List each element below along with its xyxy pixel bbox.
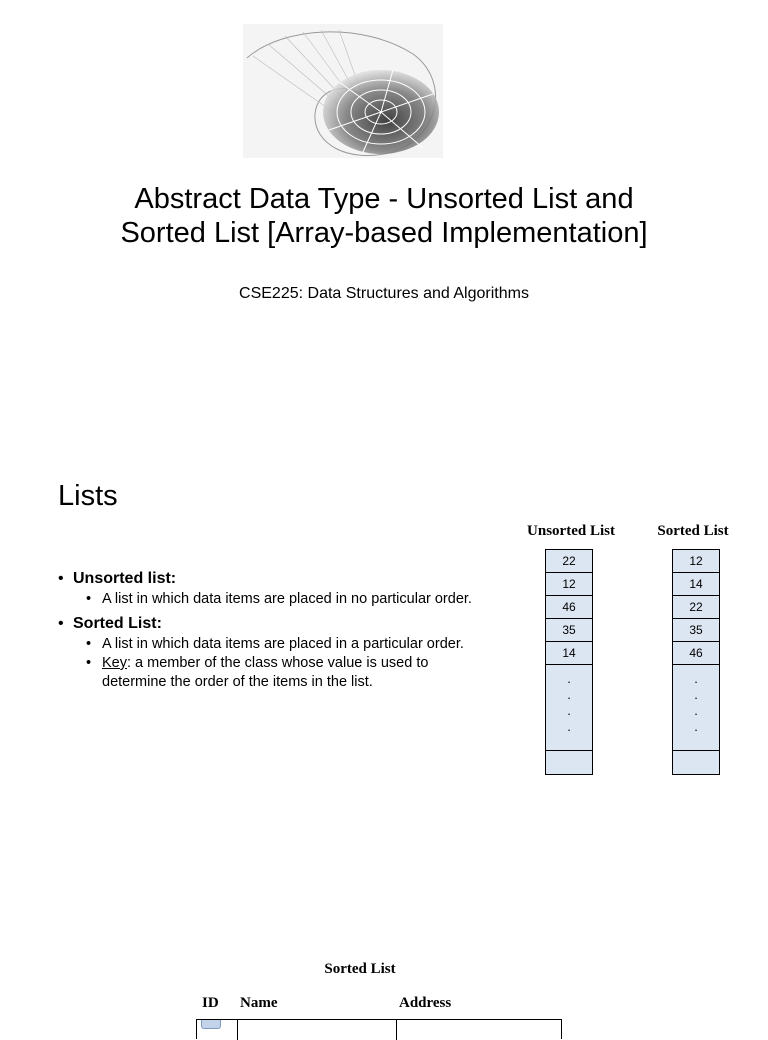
slide-subtitle: CSE225: Data Structures and Algorithms (239, 285, 529, 302)
key-term: Key (102, 655, 127, 671)
bullet-unsorted-definition: • A list in which data items are placed in no particular order. (58, 590, 528, 609)
unsorted-list-label: Unsorted List (527, 523, 615, 539)
array-cell: 35 (546, 619, 592, 642)
array-cell: 35 (673, 619, 719, 642)
key-text-line-2: determine the order of the items in the list. (102, 674, 373, 690)
nautilus-shell-image (243, 24, 443, 158)
bullet-sorted: • Sorted List: (58, 613, 528, 635)
slide-title-line-2: Sorted List [Array-based Implementation] (120, 217, 648, 249)
array-cell: 22 (546, 550, 592, 573)
header-address: Address (399, 995, 452, 1011)
array-ellipsis: . . . . (546, 665, 592, 751)
sorted-list-label: Sorted List (657, 523, 729, 539)
sorted-list-table (196, 1019, 562, 1039)
bullet-key-definition (58, 654, 528, 692)
array-cell: 12 (673, 550, 719, 573)
array-cell-empty (673, 751, 719, 774)
header-name: Name (240, 995, 278, 1011)
key-text-line-1: : a member of the class whose value is used to (127, 655, 429, 671)
bullet-list (58, 568, 528, 692)
bullet-unsorted: • Unsorted list: (58, 568, 528, 590)
bullet-sorted-definition: • A list in which data items are placed in a particular order. (58, 635, 528, 654)
unsorted-array (545, 549, 593, 775)
array-cell: 14 (546, 642, 592, 665)
array-cell: 46 (673, 642, 719, 665)
array-cell: 14 (673, 573, 719, 596)
array-ellipsis: . . . . (673, 665, 719, 751)
header-id: ID (202, 995, 219, 1011)
table-cell-highlight (201, 1020, 221, 1029)
sorted-array (672, 549, 720, 775)
array-cell: 22 (673, 596, 719, 619)
lists-heading: Lists (58, 480, 118, 512)
array-cell-empty (546, 751, 592, 774)
slide-title (60, 182, 708, 250)
array-cell: 12 (546, 573, 592, 596)
slide-title-line-1: Abstract Data Type - Unsorted List and (134, 183, 634, 215)
sorted-list-table-title: Sorted List (324, 961, 396, 977)
array-cell: 46 (546, 596, 592, 619)
